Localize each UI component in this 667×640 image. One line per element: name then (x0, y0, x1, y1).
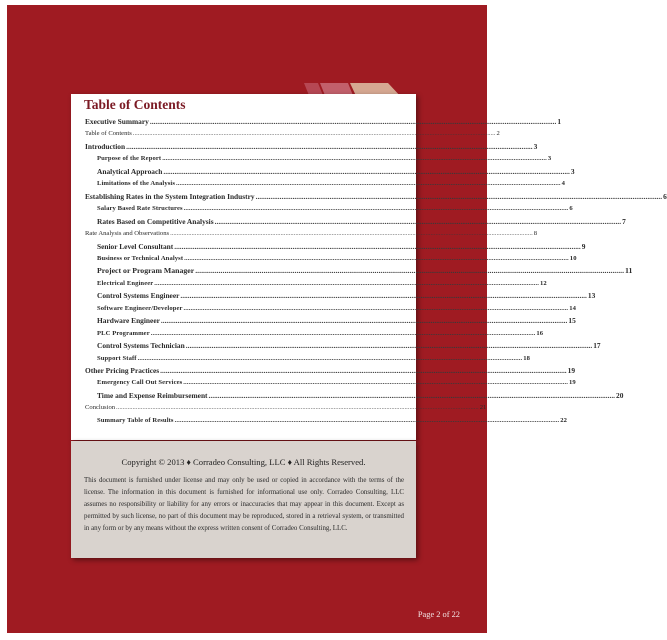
toc-entry[interactable] (97, 178, 566, 189)
toc-entry[interactable] (97, 328, 544, 339)
toc-entry-page: 17 (593, 341, 601, 351)
toc-entry-label: Senior Level Consultant (97, 241, 174, 251)
toc-entry-page: 9 (581, 241, 586, 251)
toc-entry-label: Rate Analysis and Observations (85, 230, 170, 238)
toc-entry[interactable] (97, 377, 576, 388)
toc-leader-dots: ............................................................................................................................................................................................................................ (183, 304, 569, 312)
toc-leader-dots: ............................................................................................................................................................................................................................ (180, 291, 587, 301)
toc-entry-page: 14 (569, 304, 576, 312)
toc-entry-page: 7 (622, 216, 626, 226)
toc-entry-label: PLC Programmer (97, 329, 150, 337)
toc-entry-page: 1 (557, 117, 562, 126)
table-of-contents-panel (71, 94, 667, 440)
toc-entry-label: Time and Expense Reimbursement (97, 390, 208, 400)
toc-entry-page: 19 (567, 366, 576, 375)
toc-leader-dots: ............................................................................................................................................................................................................................ (126, 141, 533, 151)
toc-entry-label: Summary Table of Results (97, 416, 174, 424)
toc-entry[interactable] (85, 191, 667, 202)
toc-leader-dots: ............................................................................................................................................................................................................................ (174, 241, 581, 251)
toc-entry-page: 16 (536, 329, 544, 337)
toc-entry-label: Emergency Call Out Services (97, 379, 183, 387)
toc-leader-dots: ............................................................................................................................................................................................................................ (150, 329, 536, 337)
toc-title: Table of Contents (84, 97, 186, 112)
toc-leader-dots: ............................................................................................................................................................................................................................ (163, 166, 570, 176)
toc-entry-page: 3 (533, 141, 538, 151)
toc-entry-label: Limitations of the Analysis (97, 180, 175, 188)
toc-entry-page: 2 (496, 130, 500, 138)
toc-entry-label: Table of Contents (85, 130, 132, 138)
toc-entry[interactable] (97, 216, 626, 227)
toc-leader-dots: ............................................................................................................................................................................................................................ (208, 390, 616, 400)
toc-entry-page: 8 (533, 230, 538, 238)
toc-entry-page: 6 (569, 205, 573, 213)
toc-entry-page: 22 (560, 416, 568, 424)
toc-entry-label: Software Engineer/Developer (97, 304, 183, 312)
toc-entry[interactable] (97, 340, 601, 351)
toc-leader-dots: ............................................................................................................................................................................................................................ (132, 130, 496, 138)
toc-entry-page: 6 (663, 191, 667, 201)
toc-leader-dots: ............................................................................................................................................................................................................................ (162, 155, 547, 163)
toc-entry-label: Purpose of the Report (97, 155, 162, 163)
toc-entry-page: 4 (561, 180, 566, 188)
toc-leader-dots: ............................................................................................................................................................................................................................ (185, 341, 593, 351)
toc-entry-page: 3 (547, 155, 552, 163)
toc-leader-dots: ............................................................................................................................................................................................................................ (214, 216, 622, 226)
toc-entry-page: 10 (569, 254, 577, 262)
toc-leader-dots: ............................................................................................................................................................................................................................ (149, 117, 557, 126)
toc-entry[interactable] (85, 402, 487, 413)
toc-entry[interactable] (97, 203, 573, 214)
toc-entry[interactable] (97, 290, 596, 301)
toc-entry-label: Introduction (85, 141, 126, 151)
toc-entry[interactable] (85, 141, 538, 152)
toc-entry-page: 18 (523, 354, 531, 362)
toc-leader-dots: ............................................................................................................................................................................................................................ (137, 354, 523, 362)
toc-entry-page: 11 (625, 266, 633, 276)
toc-entry[interactable] (97, 153, 552, 164)
toc-entry-label: Hardware Engineer (97, 316, 160, 326)
toc-entry[interactable] (85, 365, 576, 376)
page-background (7, 5, 667, 633)
toc-leader-dots: ............................................................................................................................................................................................................................ (255, 191, 663, 201)
toc-leader-dots: ............................................................................................................................................................................................................................ (195, 266, 625, 276)
toc-entry[interactable] (97, 303, 576, 314)
page-number: Page 2 of 22 (417, 610, 460, 619)
toc-leader-dots: ............................................................................................................................................................................................................................ (170, 230, 533, 238)
toc-entry-page: 20 (616, 390, 624, 400)
toc-entry[interactable] (97, 265, 633, 276)
toc-entry[interactable] (97, 278, 547, 289)
toc-leader-dots: ............................................................................................................................................................................................................................ (174, 416, 560, 424)
toc-entry[interactable] (85, 228, 538, 239)
toc-entry-label: Support Staff (97, 354, 137, 362)
toc-leader-dots: ............................................................................................................................................................................................................................ (160, 316, 568, 326)
toc-entry-label: Executive Summary (85, 117, 149, 126)
toc-entry-page: 13 (587, 291, 596, 301)
toc-leader-dots: ............................................................................................................................................................................................................................ (154, 279, 539, 287)
toc-leader-dots: ............................................................................................................................................................................................................................ (176, 180, 561, 188)
toc-entry-label: Project or Program Manager (97, 266, 195, 276)
toc-entry-label: Business or Technical Analyst (97, 254, 184, 262)
toc-leader-dots: ............................................................................................................................................................................................................................ (160, 366, 567, 375)
copyright-panel (71, 441, 416, 558)
toc-entry[interactable] (97, 241, 586, 252)
toc-entry-page: 21 (479, 404, 487, 412)
toc-entry-label: Establishing Rates in the System Integration Industry (85, 191, 255, 201)
toc-entry[interactable] (97, 253, 577, 264)
toc-leader-dots: ............................................................................................................................................................................................................................ (183, 379, 568, 387)
toc-entry-label: Other Pricing Practices (85, 366, 160, 375)
toc-entry-label: Control Systems Technician (97, 341, 185, 351)
toc-entry-page: 15 (568, 316, 576, 326)
toc-entry-page: 3 (570, 166, 575, 176)
toc-entry-label: Electrical Engineer (97, 279, 154, 287)
legal-notice: This document is furnished under license and may only be used or copied in accordance with the terms of the license. The information in this document is furnished for informational use only. Corradeo Consulting, LLC assumes no responsibility or liability for any errors or inaccuracies that may appear in this document. Except as permitted by such license, no part of this document may be reproduced, stored in a retrieval system, or transmitted in any form or by any means without the express written consent of Corradeo Consulting, LLC. (84, 477, 404, 533)
toc-entry-label: Salary Based Rate Structures (97, 205, 183, 213)
toc-entry-label: Control Systems Engineer (97, 291, 180, 301)
toc-entry[interactable] (97, 315, 576, 326)
toc-entry[interactable] (85, 128, 500, 139)
toc-entry[interactable] (97, 390, 624, 401)
toc-leader-dots: ............................................................................................................................................................................................................................ (184, 254, 569, 262)
copyright-line: Copyright © 2013 ♦ Corradeo Consulting, LLC ♦ All Rights Reserved. (121, 457, 366, 467)
toc-entry[interactable] (97, 415, 568, 426)
toc-entry-label: Analytical Approach (97, 166, 163, 176)
toc-entry-label: Rates Based on Competitive Analysis (97, 216, 214, 226)
toc-entry[interactable] (97, 166, 575, 177)
toc-entry-label: Conclusion (85, 404, 116, 412)
toc-leader-dots: ............................................................................................................................................................................................................................ (116, 404, 479, 412)
toc-leader-dots: ............................................................................................................................................................................................................................ (183, 205, 569, 213)
toc-entry[interactable] (97, 353, 531, 364)
toc-entry[interactable] (85, 116, 562, 127)
toc-entry-page: 12 (539, 279, 547, 287)
toc-entry-page: 19 (568, 379, 576, 387)
